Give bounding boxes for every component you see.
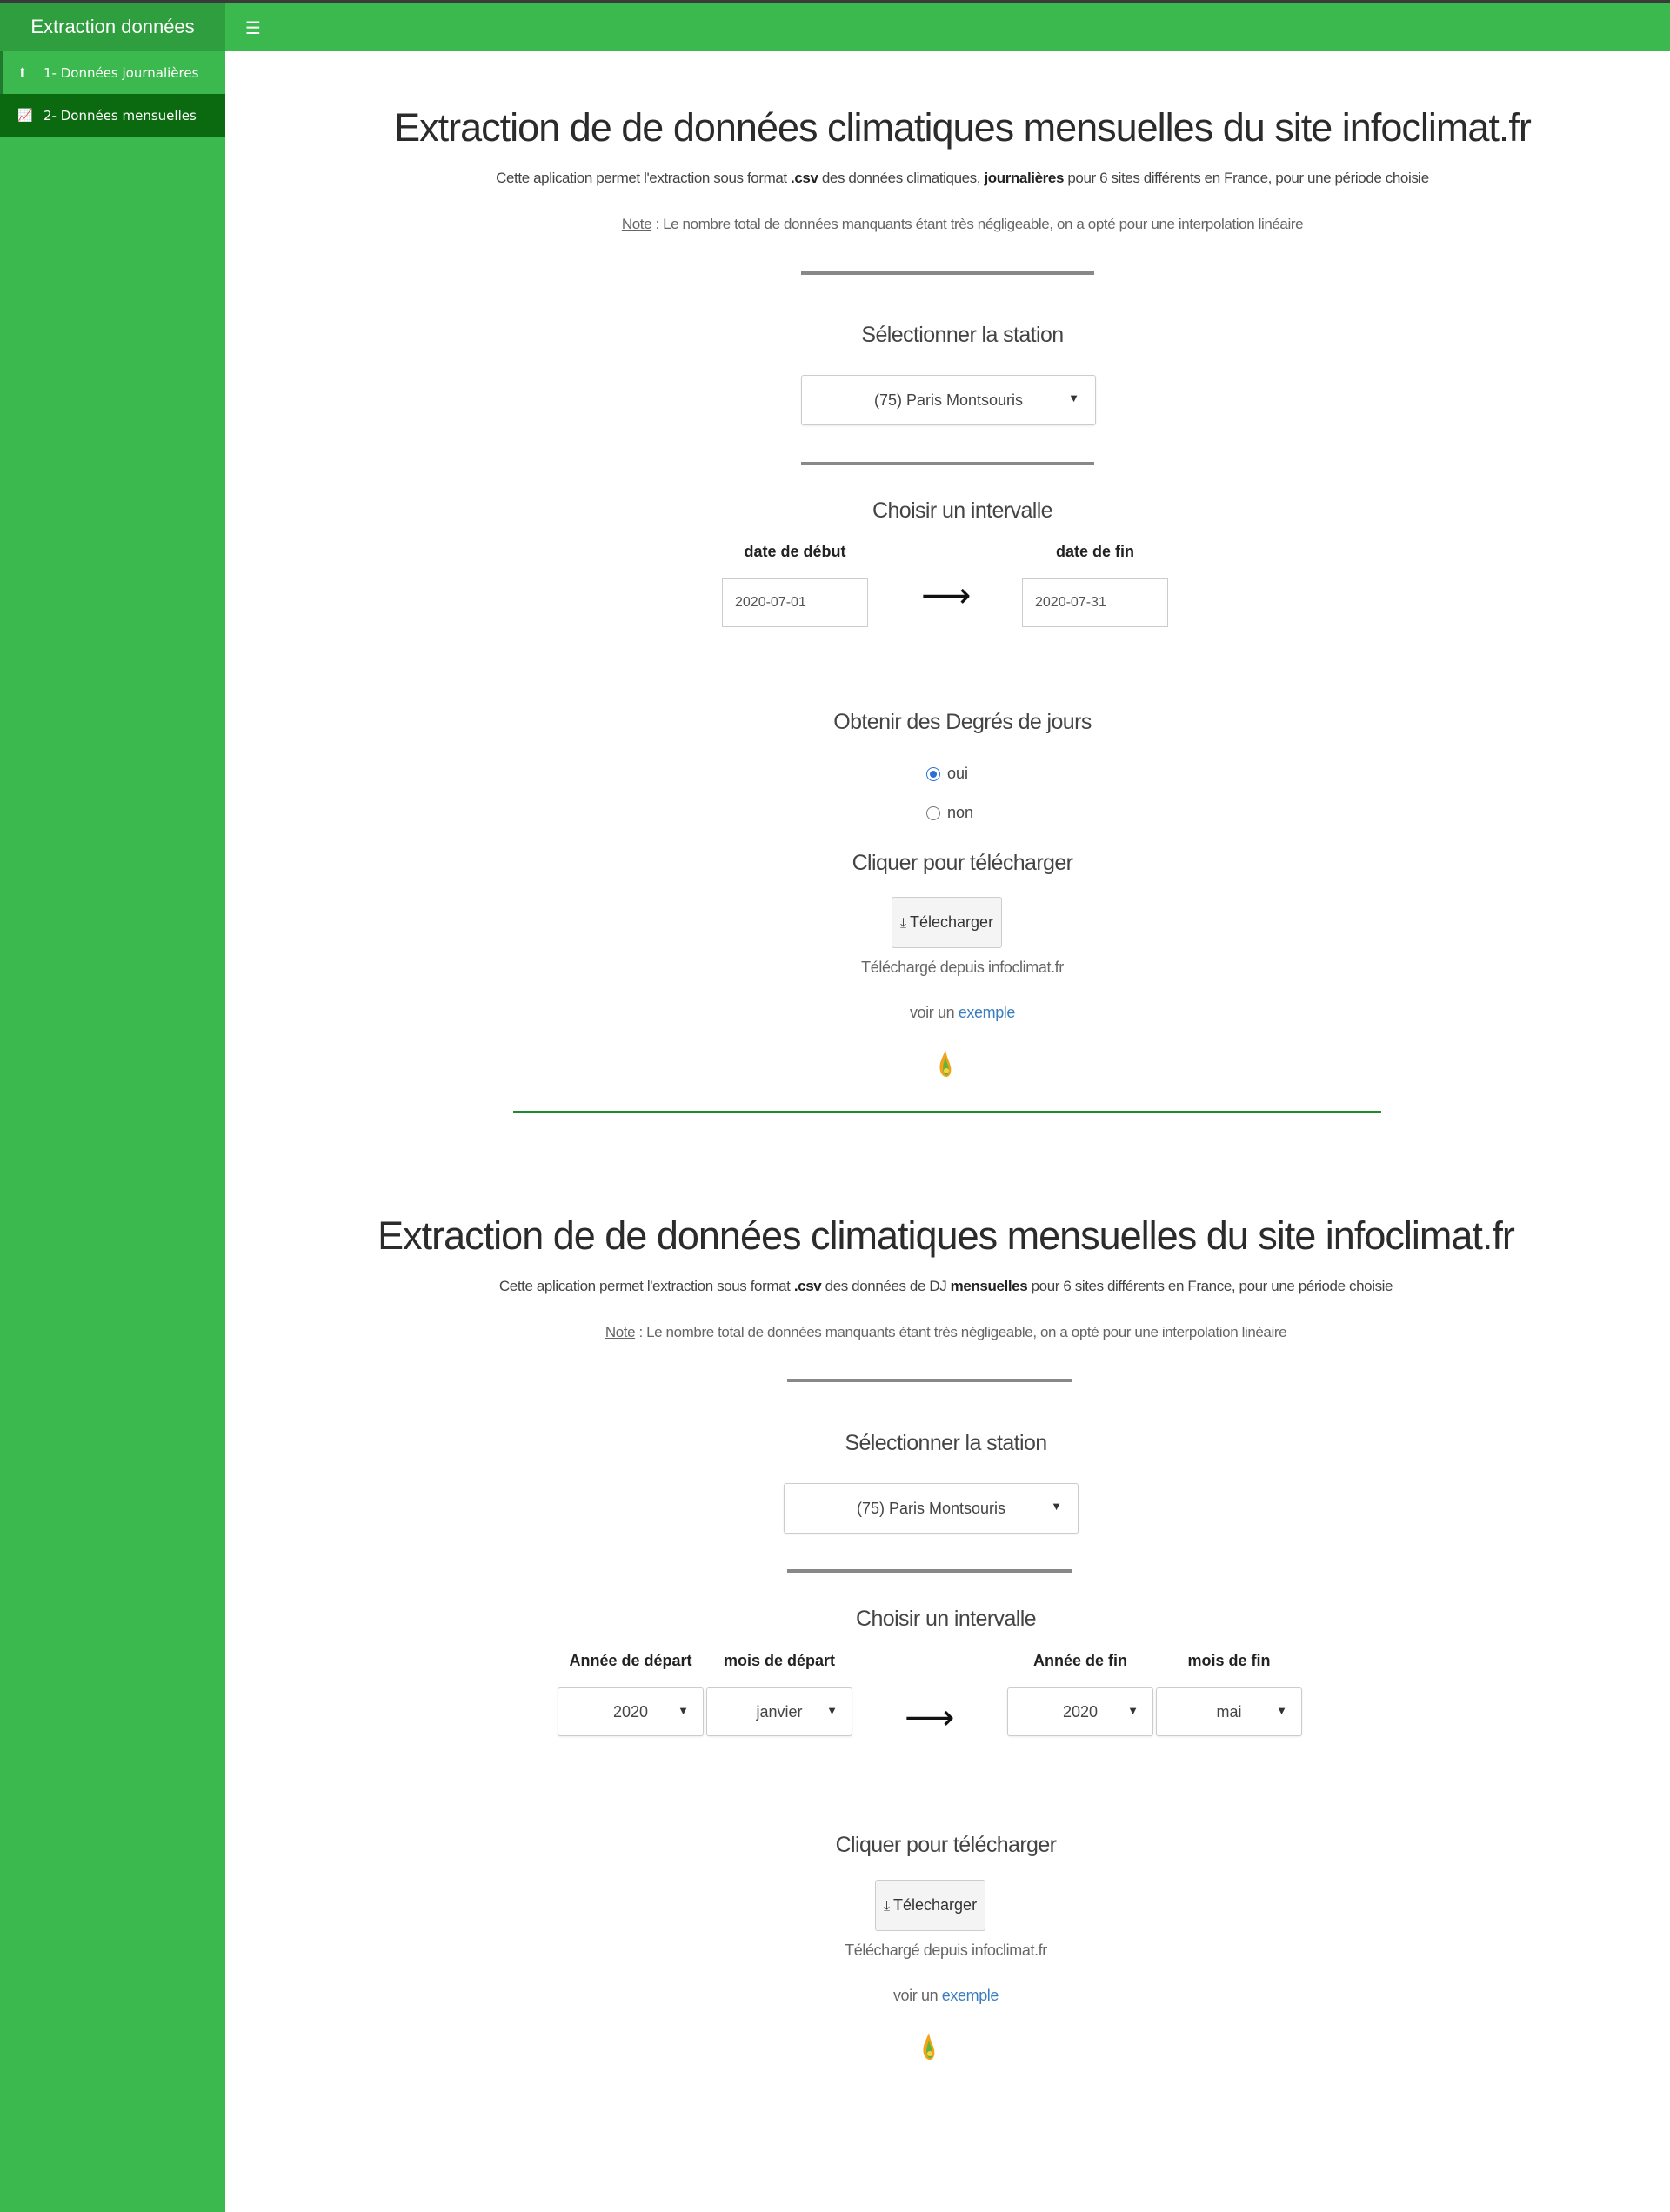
caret-down-icon: ▼: [678, 1704, 689, 1717]
description: Cette aplication permet l'extraction sous format .csv des données de DJ mensuelles pour 6 sites différents en France, pour une période choisie: [498, 1278, 1393, 1294]
download-label: Cliquer pour télécharger: [852, 851, 1073, 875]
start-date-input[interactable]: 2020-07-01: [722, 578, 868, 627]
download-label: Cliquer pour télécharger: [835, 1833, 1057, 1857]
menu-toggle-icon[interactable]: ☰: [245, 18, 261, 38]
station-select[interactable]: (75) Paris Montsouris ▼: [801, 375, 1096, 425]
caret-down-icon: ▼: [1051, 1500, 1062, 1513]
main-content: [225, 51, 1670, 2212]
start-month-label: mois de départ: [723, 1652, 836, 1669]
caret-down-icon: ▼: [1068, 391, 1079, 404]
radio-non[interactable]: non: [926, 804, 973, 822]
example-text: voir un exemple: [909, 1004, 1016, 1021]
download-button[interactable]: ⤓ Télecharger: [875, 1880, 985, 1931]
start-year-select[interactable]: 2020 ▼: [558, 1687, 704, 1736]
radio-unchecked-icon[interactable]: [926, 806, 940, 820]
divider: [787, 1569, 1072, 1573]
sidebar-item-label: 2- Données mensuelles: [43, 107, 197, 124]
app-brand[interactable]: Extraction données: [0, 3, 225, 51]
caret-down-icon: ▼: [826, 1704, 838, 1717]
end-month-select[interactable]: mai ▼: [1156, 1687, 1302, 1736]
divider: [787, 1379, 1072, 1382]
source-text: Téléchargé depuis infoclimat.fr: [861, 959, 1064, 976]
arrow-right-icon: ⟶: [921, 576, 972, 616]
top-navbar: [225, 3, 1670, 51]
page-title: Extraction de de données climatiques mensuelles du site infoclimat.fr: [377, 1213, 1514, 1258]
infoclimat-logo-icon: [939, 1050, 952, 1079]
end-date-label: date de fin: [1055, 543, 1134, 560]
interval-label: Choisir un intervalle: [872, 498, 1052, 523]
station-label: Sélectionner la station: [845, 1431, 1047, 1455]
note: Note : Le nombre total de données manquants étant très négligeable, on a opté pour une interpolation linéaire: [621, 216, 1304, 232]
download-button[interactable]: ⤓ Télecharger: [892, 897, 1002, 948]
caret-down-icon: ▼: [1127, 1704, 1139, 1717]
divider: [801, 271, 1094, 275]
start-year-label: Année de départ: [569, 1652, 692, 1669]
sidebar-item-daily[interactable]: [0, 51, 225, 94]
start-month-select[interactable]: janvier ▼: [706, 1687, 852, 1736]
sidebar-item-label: 1- Données journalières: [43, 64, 199, 81]
start-date-label: date de début: [744, 543, 846, 560]
infoclimat-logo-icon: [922, 2033, 936, 2062]
interval-label: Choisir un intervalle: [856, 1607, 1036, 1631]
example-link[interactable]: exemple: [958, 1004, 1016, 1021]
page-title: Extraction de de données climatiques mensuelles du site infoclimat.fr: [394, 105, 1531, 150]
download-icon: ⤓: [883, 1896, 891, 1914]
description: Cette aplication permet l'extraction sous format .csv des données climatiques, journalières pour 6 sites différents en France, pour une période choisie: [496, 170, 1429, 186]
note: Note : Le nombre total de données manquants étant très négligeable, on a opté pour une interpolation linéaire: [605, 1324, 1287, 1340]
sidebar: [0, 51, 225, 2212]
station-label: Sélectionner la station: [861, 323, 1064, 347]
caret-down-icon: ▼: [1276, 1704, 1287, 1717]
end-date-input[interactable]: 2020-07-31: [1022, 578, 1168, 627]
arrow-right-icon: ⟶: [905, 1698, 955, 1738]
end-year-label: Année de fin: [1032, 1652, 1127, 1669]
example-link[interactable]: exemple: [941, 1987, 999, 2004]
sidebar-item-monthly[interactable]: [0, 94, 225, 137]
radio-oui[interactable]: oui: [926, 765, 968, 783]
radio-checked-icon[interactable]: [926, 767, 940, 781]
download-icon: ⤓: [899, 913, 907, 931]
end-year-select[interactable]: 2020 ▼: [1007, 1687, 1153, 1736]
section-separator: [513, 1111, 1381, 1113]
end-month-label: mois de fin: [1187, 1652, 1271, 1669]
degree-days-label: Obtenir des Degrés de jours: [833, 710, 1092, 734]
station-select[interactable]: (75) Paris Montsouris ▼: [784, 1483, 1079, 1534]
divider: [801, 462, 1094, 465]
source-text: Téléchargé depuis infoclimat.fr: [845, 1941, 1047, 1959]
chart-icon: 📈: [17, 108, 33, 123]
example-text: voir un exemple: [892, 1987, 999, 2004]
upload-icon: ⬆: [17, 65, 28, 80]
